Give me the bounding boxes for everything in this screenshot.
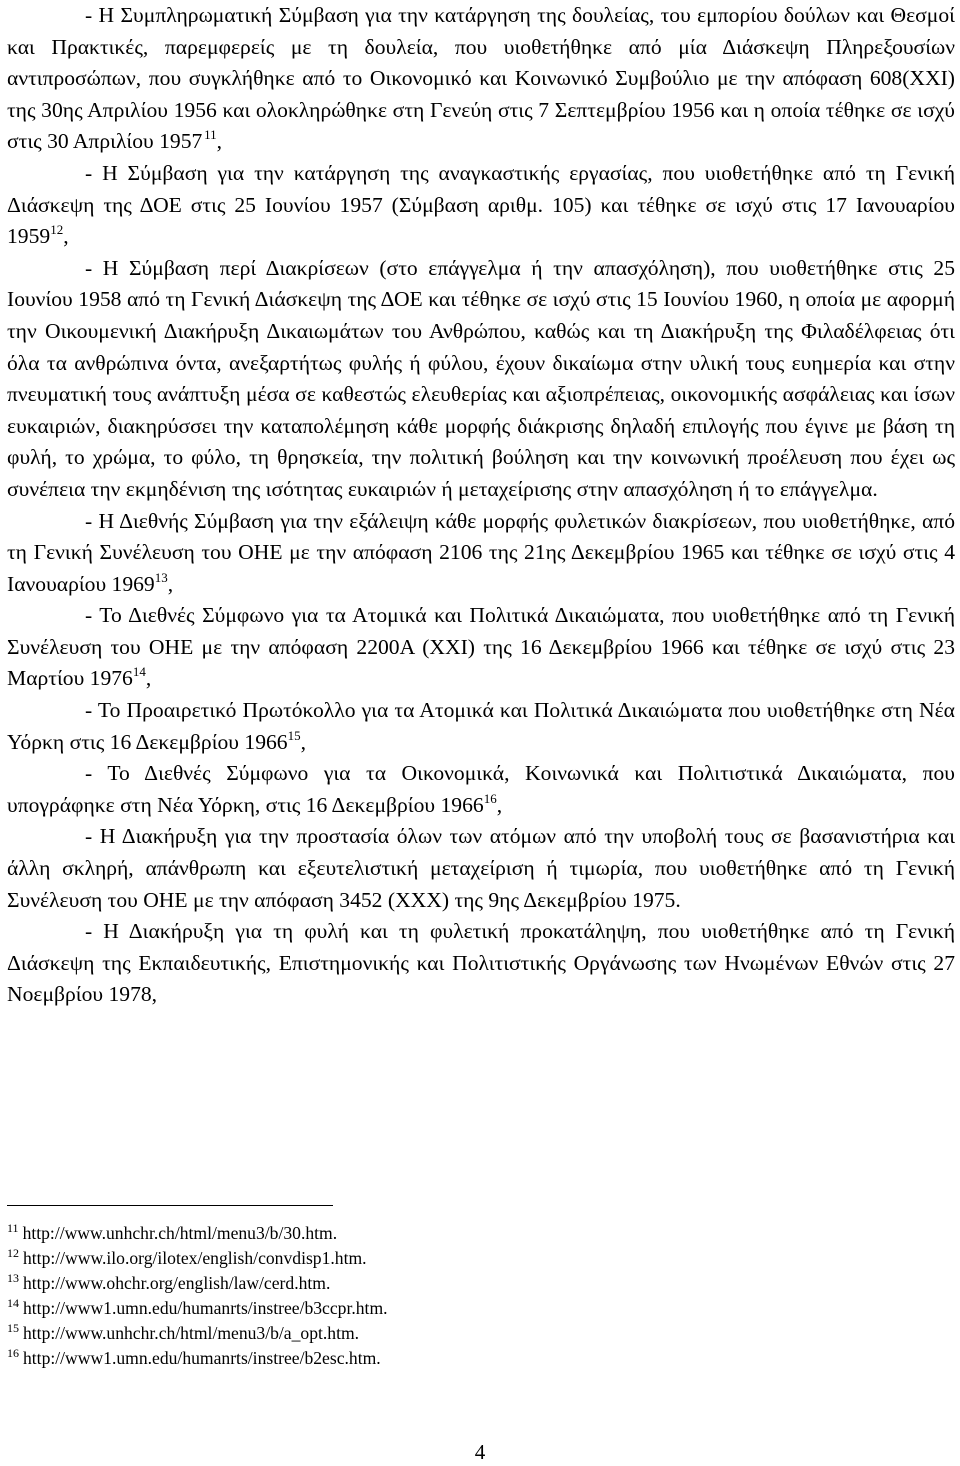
paragraph-text: - Η Διεθνής Σύμβαση για την εξάλειψη κάθε μορφής φυλετικών διακρίσεων, που υιοθετήθηκε, από τη Γενική Συνέλευση του ΟΗΕ με την απόφαση 2106 της 21ης Δεκεμβρίου 1965 και τέθηκε σε ισχύ στις 4 Ιανουαρίου 1969 — [7, 508, 955, 596]
footnote-separator — [7, 1205, 333, 1206]
footnote — [7, 1221, 907, 1246]
footnote-ref: 11 — [204, 127, 217, 143]
paragraph-text: - Η Σύμβαση για την κατάργηση της αναγκαστικής εργασίας, που υιοθετήθηκε από τη Γενική Διάσκεψη της ΔΟΕ στις 25 Ιουνίου 1957 (Σύμβαση αριθμ. 105) και τέθηκε σε ισχύ στις 17 Ιανουαρίου 1959 — [7, 160, 955, 249]
paragraph — [7, 758, 955, 821]
footnote-link: http://www1.umn.edu/humanrts/instree/b2esc.htm. — [23, 1348, 381, 1368]
body-text — [7, 0, 955, 1011]
footnote-ref: 15 — [287, 727, 301, 743]
paragraph-tail: , — [63, 224, 69, 249]
footnote-link: http://www1.umn.edu/humanrts/instree/b3ccpr.htm. — [23, 1298, 388, 1318]
footnote-link: http://www.unhchr.ch/html/menu3/b/a_opt.htm. — [23, 1323, 360, 1343]
paragraph — [7, 600, 955, 695]
footnote-link: http://www.ilo.org/ilotex/english/convdisp1.htm. — [23, 1248, 367, 1268]
paragraph-text: - Η Συμπληρωματική Σύμβαση για την κατάργηση της δουλείας, του εμπορίου δούλων και Θεσμοί και Πρακτικές, παρεμφερείς με τη δουλεία, που υιοθετήθηκε από μία Διάσκεψη Πληρεξουσίων αντιπροσώπων, που συγκλήθηκε από το Οικονομικό και Κοινωνικό Συμβούλιο με την απόφαση 608(XXI) της 30ης Απριλίου 1956 και ολοκληρώθηκε στη Γενεύη στις 7 Σεπτεμβρίου 1956 και η οποία τέθηκε σε ισχύ στις 30 Απριλίου 1957 — [7, 3, 955, 154]
footnote-ref: 16 — [483, 790, 497, 806]
paragraph — [7, 506, 955, 601]
paragraph-text: - Το Διεθνές Σύμφωνο για τα Ατομικά και Πολιτικά Δικαιώματα, που υιοθετήθηκε από τη Γενική Συνέλευση του ΟΗΕ με την απόφαση 2200Α (XXI) της 16 Δεκεμβρίου 1966 και τέθηκε σε ισχύ στις 23 Μαρτίου 1976 — [7, 603, 955, 691]
document-page — [7, 0, 955, 1011]
footnote-number: 16 — [7, 1346, 19, 1360]
footnote-link: http://www.unhchr.ch/html/menu3/b/30.htm. — [22, 1223, 338, 1243]
paragraph — [7, 253, 955, 506]
footnote-number: 12 — [7, 1246, 19, 1260]
footnote — [7, 1321, 907, 1346]
paragraph-tail: , — [496, 792, 503, 817]
paragraph-text: - Το Προαιρετικό Πρωτόκολλο για τα Ατομικά και Πολιτικά Δικαιώματα που υιοθετήθηκε στη Νέα Υόρκη στις 16 Δεκεμβρίου 1966 — [7, 698, 955, 754]
paragraph-tail: , — [167, 571, 174, 596]
paragraph-tail: , — [216, 129, 223, 154]
footnote-number: 15 — [7, 1321, 19, 1335]
footnote — [7, 1271, 907, 1296]
footnote-ref: 13 — [154, 569, 168, 585]
paragraph-text: - Η Διακήρυξη για την προστασία όλων των ατόμων από την υποβολή τους σε βασανιστήρια και άλλη σκληρή, απάνθρωπη και εξευτελιστική μεταχείριση ή τιμωρία, που υιοθετήθηκε από τη Γενική Συνέλευση του ΟΗΕ με την απόφαση 3452 (XXX) της 9ης Δεκεμβρίου 1975. — [7, 824, 955, 912]
footnote — [7, 1296, 907, 1321]
paragraph-text: - Η Σύμβαση περί Διακρίσεων (στο επάγγελμα ή την απασχόληση), που υιοθετήθηκε στις 25 Ιουνίου 1958 από τη Γενική Διάσκεψη της ΔΟΕ και τέθηκε σε ισχύ στις 15 Ιουνίου 1960, η οποία με αφορμή την Οικουμενική Διακήρυξη Δικαιωμάτων του Ανθρώπου, καθώς και τη Διακήρυξη της Φιλαδέλφειας ότι όλα τα ανθρώπινα όντα, ανεξαρτήτως φυλής ή φύλου, έχουν δικαίωμα στην υλική τους ευημερία και στην πνευματική τους ανάπτυξη μέσα σε καθεστώς ελευθερίας και αξιοπρέπειας, οικονομικής ασφάλειας και ίσων ευκαιριών, διακηρύσσει την καταπολέμηση κάθε μορφής διάκρισης δηλαδή επιλογής που έγινε με βάση τη φυλή, το χρώμα, το φύλο, τη θρησκεία, την πολιτική βούληση και την κοινωνική προέλευση που έχει ως συνέπεια την εκμηδένιση της ισότητας ευκαιριών ή μεταχείρισης στην απασχόληση ή το επάγγελμα. — [7, 255, 955, 501]
paragraph — [7, 695, 955, 758]
footnote — [7, 1346, 907, 1371]
paragraph — [7, 916, 955, 1011]
paragraph-text: - Η Διακήρυξη για τη φυλή και τη φυλετική προκατάληψη, που υιοθετήθηκε από τη Γενική Διάσκεψη της Εκπαιδευτικής, Επιστημονικής και Πολιτιστικής Οργάνωσης των Ηνωμένων Εθνών στις 27 Νοεμβρίου 1978, — [7, 919, 955, 1007]
footnote-number: 14 — [7, 1296, 19, 1310]
paragraph-tail: , — [300, 729, 306, 754]
footnote-number: 13 — [7, 1271, 19, 1285]
paragraph-text: - Το Διεθνές Σύμφωνο για τα Οικονομικά, Κοινωνικά και Πολιτιστικά Δικαιώματα, που υπογράφηκε στη Νέα Υόρκη, στις 16 Δεκεμβρίου 1966 — [7, 761, 955, 817]
page-number: 4 — [474, 1440, 486, 1464]
paragraph — [7, 821, 955, 916]
footnote-ref: 14 — [132, 664, 146, 680]
footnote-ref: 12 — [50, 222, 64, 238]
paragraph-tail: , — [145, 666, 152, 691]
paragraph — [7, 0, 955, 158]
footnotes — [7, 1221, 907, 1371]
footnote-number: 11 — [7, 1221, 19, 1235]
footnote — [7, 1246, 907, 1271]
footnote-link: http://www.ohchr.org/english/law/cerd.htm. — [23, 1273, 331, 1293]
paragraph — [7, 158, 955, 253]
